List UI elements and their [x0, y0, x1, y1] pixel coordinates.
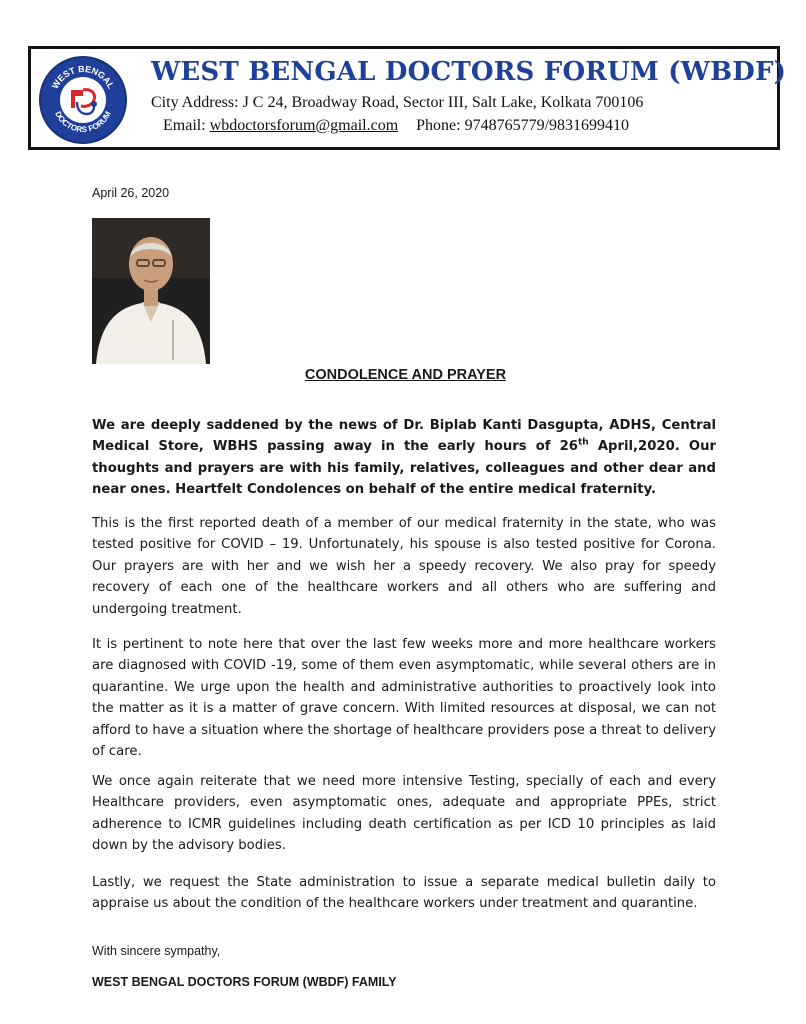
- closing-line: With sincere sympathy,: [92, 944, 221, 958]
- letter-heading: [0, 364, 806, 383]
- phone-number: 9748765779/9831699410: [464, 117, 630, 134]
- org-address: City Address: J C 24, Broadway Road, Sector III, Salt Lake, Kolkata 700106: [151, 94, 644, 111]
- logo-emblem: [41, 58, 125, 142]
- email-link[interactable]: wbdoctorsforum@gmail.com: [209, 117, 399, 134]
- letterhead: [28, 46, 787, 150]
- paragraph-concern: It is pertinent to note here that over the last few weeks more and more healthcare workers are diagnosed with COVID -19, some of them even asymptomatic, while several others are in quarantine. We urge upon the health and administrative authorities to proactively look into the matter as it is a matter of grave concern. With limited resources at disposal, we can not afford to have a situation where the shortage of healthcare providers pose a threat to delivery of care.: [92, 637, 716, 760]
- paragraph-request: Lastly, we request the State administration to issue a separate medical bulletin daily to appraise us about the condition of the healthcare workers under treatment and quarantine.: [92, 875, 716, 912]
- phone-label: Phone:: [416, 117, 461, 134]
- paragraph-testing: We once again reiterate that we need more intensive Testing, specially of each and every Healthcare providers, even asymptomatic ones, adequate and appropriate PPEs, strict adherence to ICMR guidelines including death certification as per ICD 10 principles as laid down by the advisory bodies.: [92, 774, 716, 854]
- p1-text-b: April,2020. Our thoughts and prayers are with his family, relatives, colleagues and other dear and near ones. Heartfelt Condolences on behalf of the entire medical fraternity.: [92, 439, 716, 498]
- paragraph-condolence: [92, 415, 716, 501]
- signature: WEST BENGAL DOCTORS FORUM (WBDF) FAMILY: [92, 975, 397, 989]
- logo-top-text: WEST BENGAL: [49, 63, 117, 91]
- heading-text: CONDOLENCE AND PRAYER: [304, 367, 507, 383]
- letter-date: April 26, 2020: [92, 186, 170, 200]
- portrait-photo-icon: [92, 218, 210, 364]
- logo-bottom-text: DOCTORS FORUM: [53, 109, 113, 135]
- p1-text-a: We are deeply saddened by the news of Dr. Biplab Kanti Dasgupta, ADHS, Central Medical Store, WBHS passing away in the early hours of 26: [92, 418, 716, 455]
- portrait-photo: [92, 218, 210, 364]
- paragraph-first-death: This is the first reported death of a member of our medical fraternity in the state, who was tested positive for COVID – 19. Unfortunately, his spouse is also tested positive for Corona. Our prayers are with her and we wish her a speedy recovery. We also pray for speedy recovery of each one of the healthcare workers and all others who are suffering and undergoing treatment.: [92, 516, 716, 617]
- org-contact: [163, 117, 629, 135]
- org-name: WEST BENGAL DOCTORS FORUM (WBDF): [151, 57, 787, 87]
- email-label: Email:: [163, 117, 206, 134]
- wbdf-logo-icon: [39, 56, 127, 144]
- p1-superscript: th: [577, 438, 589, 449]
